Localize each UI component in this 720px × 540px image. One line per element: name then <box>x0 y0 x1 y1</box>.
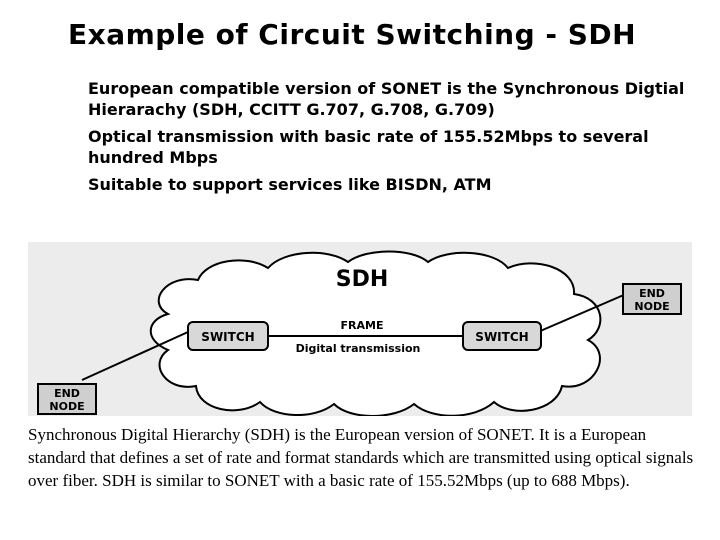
sdh-network-diagram <box>28 242 692 416</box>
switch-left-label: SWITCH <box>201 330 255 344</box>
end-node-left-line1: END <box>54 387 80 400</box>
switch-right-label: SWITCH <box>475 330 529 344</box>
bullet-item: Suitable to support services like BISDN, ATM <box>88 175 492 194</box>
caption-text: Synchronous Digital Hierarchy (SDH) is the European version of SONET. It is a European standard that defines a set of rate and format standards which are transmitted using optical signals over fiber. SDH is similar to SONET with a basic rate of 155.52Mbps (up to 688 Mbps). <box>28 425 694 490</box>
bullet-item: Optical transmission with basic rate of 155.52Mbps to several hundred Mbps <box>88 127 649 167</box>
end-node-right-line1: END <box>639 287 665 300</box>
cloud-label: SDH <box>335 267 389 292</box>
link-label: Digital transmission <box>295 342 421 355</box>
bullet-item: European compatible version of SONET is the Synchronous Digtial Hierarachy (SDH, CCITT G.707, G.708, G.709) <box>88 79 685 119</box>
slide-title: Example of Circuit Switching - SDH <box>68 18 637 51</box>
bullet-list <box>88 78 688 201</box>
end-node-left <box>38 384 96 414</box>
switch-right <box>463 322 541 350</box>
switch-left <box>188 322 268 350</box>
end-node-right-line2: NODE <box>634 300 670 313</box>
end-node-right <box>623 284 681 314</box>
end-node-left-line2: NODE <box>49 400 85 413</box>
frame-label: FRAME <box>340 319 384 332</box>
